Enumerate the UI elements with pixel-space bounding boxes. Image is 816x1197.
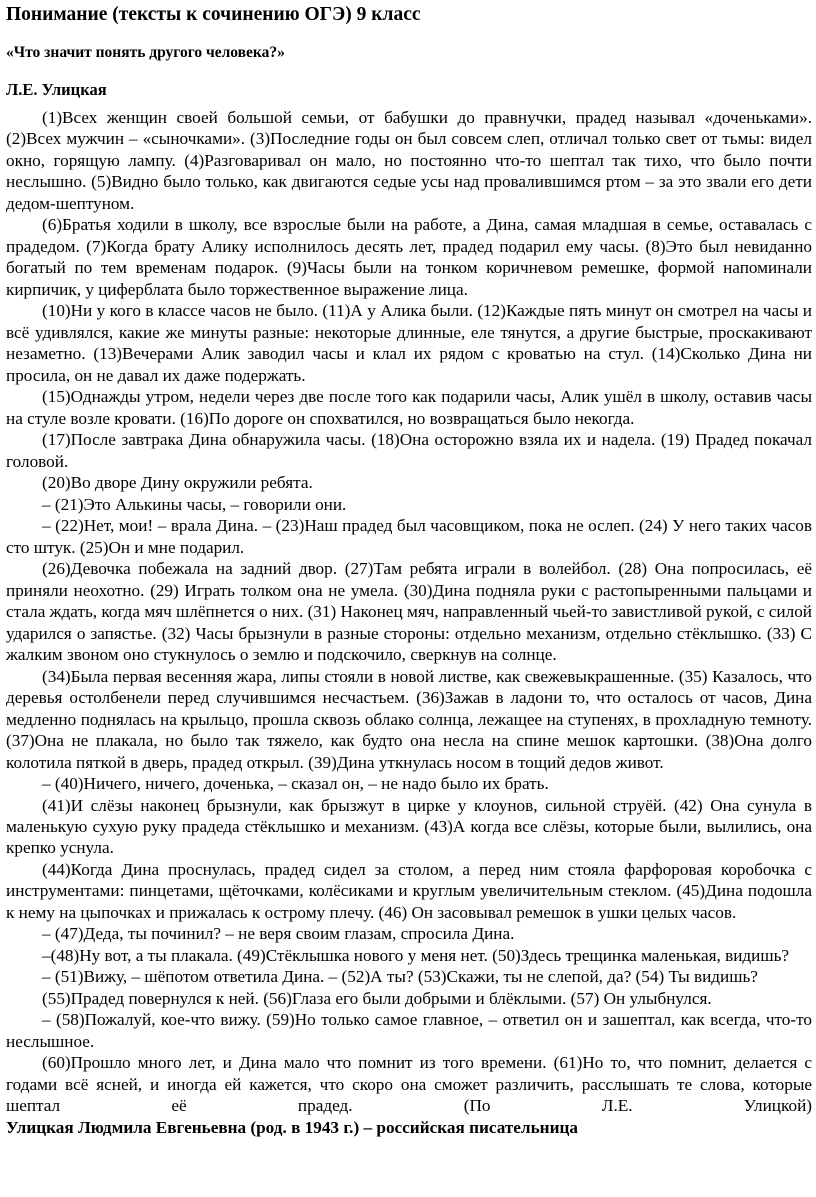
paragraph: (26)Девочка побежала на задний двор. (27)Там ребята играли в волейбол. (28) Она попросилась, её приняли неохотно. (29) Играть толком она не умела. (30)Дина подняла руки с растопыренными пальцами и стала ждать, когда мяч шлёпнется о них. (31) Наконец мяч, направленный чьей-то завистливой рукой, с силой ударился о запястье. (32) Часы брызнули в разные стороны: отдельно механизм, отдельно стёклышко. (33) С жалким звоном оно стукнулось о землю и подскочило, сверкнув на солнце. xyxy=(6,559,812,665)
paragraph: (15)Однажды утром, недели через две после того как подарили часы, Алик ушёл в школу, оставив часы на стуле возле кровати. (16)По дороге он спохватился, но возвращаться было некогда. xyxy=(6,387,812,428)
author-name: Л.Е. Улицкая xyxy=(6,80,107,99)
page-title: Понимание (тексты к сочинению ОГЭ) 9 класс xyxy=(6,4,421,25)
paragraph-last: (60)Прошло много лет, и Дина мало что помнит из того времени. (61)Но то, что помнит, делается с годами всё ясней, и иногда ей кажется, что скоро она сможет различить, расслышать те слова, которые шептал её прадед. (По Л.Е. Улицкой) xyxy=(6,1053,812,1116)
paragraph: (20)Во дворе Дину окружили ребята. xyxy=(42,473,313,493)
paragraph: – (22)Нет, мои! – врала Дина. – (23)Наш прадед был часовщиком, пока не ослеп. (24) У него таких часов сто штук. (25)Он и мне подарил. xyxy=(6,516,812,557)
paragraph: – (47)Деда, ты починил? – не веря своим глазам, спросила Дина. xyxy=(42,924,515,944)
paragraph: – (21)Это Алькины часы, – говорили они. xyxy=(42,494,347,514)
author-bio-footer: Улицкая Людмила Евгеньевна (род. в 1943 г.) – российская писательница xyxy=(6,1117,578,1137)
document-page xyxy=(6,2,812,1139)
paragraph: (1)Всех женщин своей большой семьи, от бабушки до правнучки, прадед называл «доченьками». (2)Всех мужчин – «сыночками». (3)Последние годы он был совсем слеп, отличал только свет от тьмы: видел окно, горящую лампу. (4)Разговаривал он мало, но постоянно что-то шептал так тихо, что было почти неслышно. (5)Видно было только, как двигаются седые усы над провалившимся ртом – за это звали его дети дедом-шептуном. xyxy=(6,108,812,213)
paragraph: –(48)Ну вот, а ты плакала. (49)Стёклышка нового у меня нет. (50)Здесь трещинка маленькая, видишь? xyxy=(42,945,790,965)
paragraph: (41)И слёзы наконец брызнули, как брызжут в цирке у клоунов, сильной струёй. (42) Она сунула в маленькую сухую руку прадеда стёклышко и механизм. (43)А когда все слёзы, которые были, вылились, она крепко уснула. xyxy=(6,795,812,858)
text-subtitle: «Что значит понять другого человека?» xyxy=(6,44,285,61)
paragraph: – (51)Вижу, – шёпотом ответила Дина. – (52)А ты? (53)Скажи, ты не слепой, да? (54) Ты видишь? xyxy=(42,967,758,987)
paragraph: (44)Когда Дина проснулась, прадед сидел за столом, а перед ним стояла фарфоровая коробочка с инструментами: пинцетами, щёточками, колёсиками и круглым увеличительным стеклом. (45)Дина подошла к нему на цыпочках и прижалась к острому плечу. (46) Он засовывал ремешок в ушки целых часов. xyxy=(6,859,812,922)
paragraph: (10)Ни у кого в классе часов не было. (11)А у Алика были. (12)Каждые пять минут он смотрел на часы и всё удивлялся, какие же минуты разные: некоторые длинные, еле тянутся, а другие быстрые, проскакивают незаметно. (13)Вечерами Алик заводил часы и клал их рядом с кроватью на стул. (14)Сколько Дина ни просила, он не давал их даже подержать. xyxy=(6,301,812,385)
paragraph: – (58)Пожалуй, кое-что вижу. (59)Но только самое главное, – ответил он и зашептал, как всегда, что-то неслышное. xyxy=(6,1010,812,1051)
text-body xyxy=(6,107,812,1117)
paragraph: (55)Прадед повернулся к ней. (56)Глаза его были добрыми и блёклыми. (57) Он улыбнулся. xyxy=(42,988,712,1008)
paragraph: (6)Братья ходили в школу, все взрослые были на работе, а Дина, самая младшая в семье, оставалась с прадедом. (7)Когда брату Алику исполнилось десять лет, прадед подарил ему часы. (8)Это был невиданно богатый по тем временам подарок. (9)Часы были на тонком коричневом ремешке, формой напоминали кирпичик, у циферблата было торжественное выражение лица. xyxy=(6,215,812,299)
paragraph: (34)Была первая весенняя жара, липы стояли в новой листве, как свежевыкрашенные. (35) Казалось, что деревья остолбенели перед случившимся несчастьем. (36)Зажав в ладони то, что осталось от часов, Дина медленно поднялась на крыльцо, прошла сквозь облако солнца, лежащее на ступенях, в прохладную темноту. (37)Она не плакала, но было так тяжело, как будто она несла на спине мешок картошки. (38)Она долго колотила пяткой в дверь, прадед открыл. (39)Дина уткнулась носом в тощий дедов живот. xyxy=(6,666,812,772)
paragraph: – (40)Ничего, ничего, доченька, – сказал он, – не надо было их брать. xyxy=(42,774,549,794)
paragraph: (17)После завтрака Дина обнаружила часы. (18)Она осторожно взяла их и надела. (19) Прадед покачал головой. xyxy=(6,430,812,471)
